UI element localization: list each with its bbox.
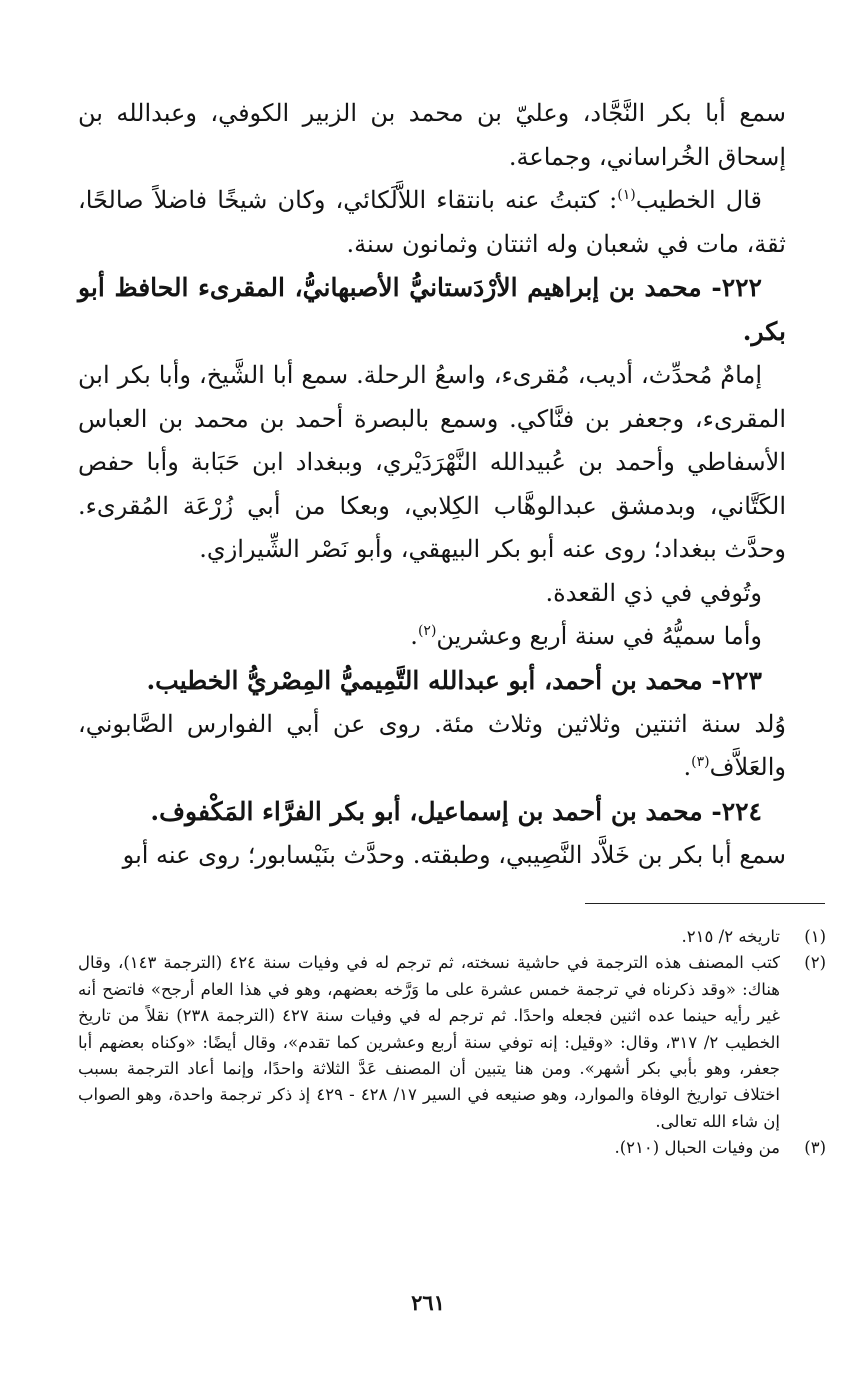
- paragraph-5: وأما سميُّهُ في سنة أربع وعشرين$^{(٢)}$.: [410, 622, 762, 650]
- entry-heading-222: ٢٢٢- محمد بن إبراهيم الأرْدَستانيُّ الأصبهانيُّ، المقرىء الحافظ أبو بكر.: [78, 273, 786, 346]
- paragraph-1: سمع أبا بكر النَّجَّاد، وعليّ بن محمد بن الزبير الكوفي، وعبدالله بن إسحاق الخُراساني، وجماعة.: [78, 99, 786, 171]
- footnote-number: (٢): [804, 953, 826, 973]
- paragraph-6: وُلد سنة اثنتين وثلاثين وثلاث مئة. روى عن أبي الفوارس الصَّابوني، والعَلاَّف$^{(٣)}$.: [78, 709, 786, 781]
- footnote-text: تاريخه ٢/ ٢١٥.: [681, 927, 780, 946]
- footnote-ref-3[interactable]: (٣): [691, 754, 710, 770]
- paragraph-2: قال الخطيب$^{(١)}$: كتبتُ عنه بانتقاء اللاَّلَكائي، وكان شيخًا فاضلاً صالحًا، ثقة، مات في شعبان وله اثنتان وثمانون سنة.: [78, 186, 786, 258]
- footnote-text: من وفيات الحبال (٢١٠).: [614, 1138, 780, 1158]
- footnote-number: (٣): [804, 1138, 826, 1158]
- footnote-text: كتب المصنف هذه الترجمة في حاشية نسخته، ثم ترجم له في وفيات سنة ٤٢٤ (الترجمة ١٤٣)، وقال هناك: «وقد ذكرناه في ترجمة خمس عشرة على ما وَرَّخه بعضهم، وهو في هذا العام أرجح» فاتضح أنه غير رأيه حينما عده اثنين فجعله واحدًا. ثم ترجم له في وفيات سنة ٤٢٧ (الترجمة ٢٣٨) نقلاً من تاريخ الخطيب ٢/ ٣١٧، وقال: «وقيل: إنه توفي سنة أربع وعشرين كما تقدم»، وقال أيضًا: «وكناه بعضهم أبا جعفر، وهو بأبي بكر أشهر». ومن هنا يتبين أن المصنف عَدَّ الثلاثة واحدًا، وإنما أعاد الترجمة بسبب اختلاف تواريخ الوفاة والموارد، وهو صنيعه في السير ١٧/ ٤٢٨ - ٤٢٩ إذ ذكر ترجمة واحدة، وهو الصواب إن شاء الله تعالى.: [78, 953, 781, 1131]
- footnote-ref-2[interactable]: (٢): [417, 623, 437, 639]
- footnote-divider: [585, 903, 825, 904]
- entry-heading-224: ٢٢٤- محمد بن أحمد بن إسماعيل، أبو بكر الفرَّاء المَكْفوف.: [150, 796, 762, 826]
- footnote-number: (١): [804, 927, 826, 946]
- paragraph-3: إمامٌ مُحدِّث، أديب، مُقرىء، واسعُ الرحلة. سمع أبا الشَّيخ، وأبا بكر ابن المقرىء، وجعفر بن فنَّاكي. وسمع بالبصرة أحمد بن محمد بن العباس الأسفاطي وأحمد بن عُبيدالله النَّهْرَدَيْري، وببغداد ابن حَبَابة وأبا حفص الكَتَّاني، وبدمشق عبدالوهَّاب الكِلابي، وبعكا من أبي زُرْعَة المُقرىء. وحدَّث ببغداد؛ روى عنه أبو بكر البيهقي، وأبو نَصْر الشِّيرازي.: [78, 361, 786, 563]
- entry-heading-223: ٢٢٣- محمد بن أحمد، أبو عبدالله التَّمِيميُّ المِصْريُّ الخطيب.: [146, 665, 762, 695]
- main-text: [78, 92, 786, 877]
- footnote-ref-1[interactable]: (١): [617, 187, 636, 203]
- footnote-2: [78, 950, 826, 1135]
- paragraph-4: وتُوفي في ذي القعدة.: [545, 578, 762, 607]
- footnote-3: [78, 1135, 826, 1161]
- paragraph-7: سمع أبا بكر بن خَلاَّد النَّصِيبي، وطبقته. وحدَّث بنَيْسابور؛ روى عنه أبو: [122, 840, 786, 869]
- footnote-1: [78, 924, 826, 950]
- footnotes: [78, 924, 826, 1162]
- page-number: ٢٦١: [411, 1290, 445, 1315]
